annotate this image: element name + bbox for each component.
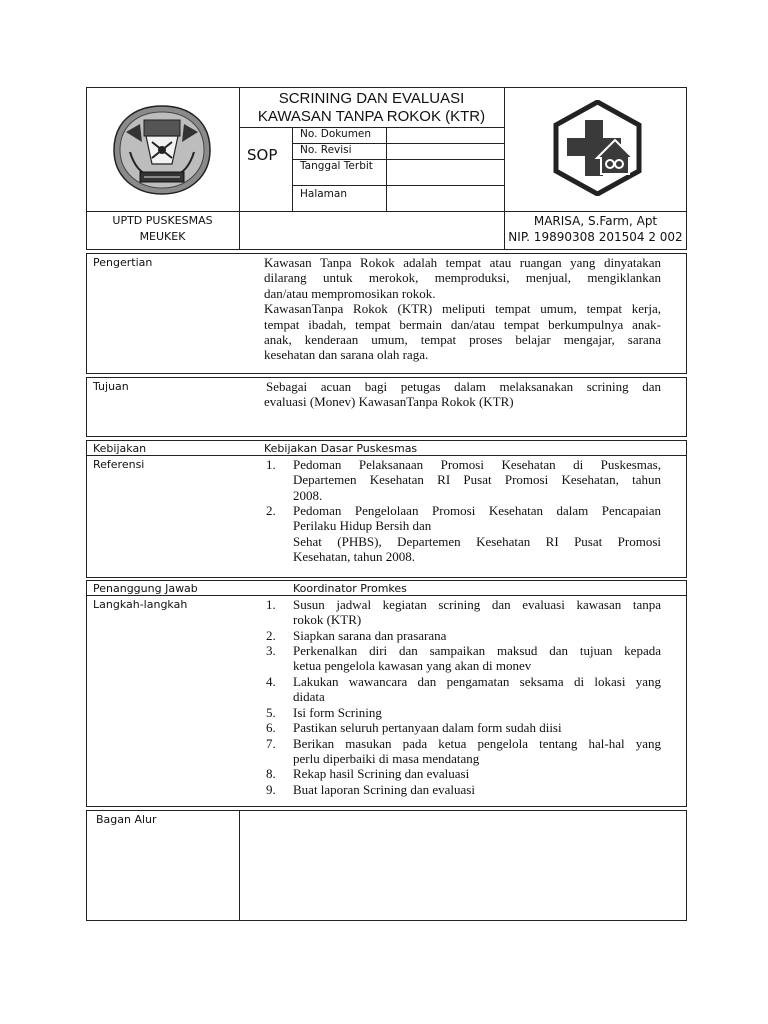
pengertian-line: kesehatan dan sarana olah raga. [264,347,429,363]
pj-divider [86,595,687,596]
meta-left-line [292,127,293,211]
regency-emblem-icon [106,102,218,198]
langkah-line: Isi form Scrining [293,705,382,720]
langkah-line: Rekap hasil Scrining dan evaluasi [293,766,470,781]
puskesmas-logo [553,100,642,196]
referensi-number: 2. [266,503,276,518]
tujuan-line: evaluasi (Monev) KawasanTanpa Rokok (KTR) [264,394,514,410]
pengertian-line: anak, kenderaan umum, tempat proses belajar mengajar, sarana [264,332,661,348]
langkah-line: Susun jadwal kegiatan scrining dan evaluasi kawasan tanpa [293,597,661,612]
referensi-label: Referensi [93,458,145,471]
langkah-number: 5. [266,705,276,720]
langkah-line: didata [293,689,325,705]
signer-nip: NIP. 19890308 201504 2 002 [508,230,683,244]
langkah-line: Perkenalkan diri dan sampaikan maksud dan tujuan kepada [293,643,661,658]
pj-value: Koordinator Promkes [293,582,407,595]
pengertian-line: KawasanTanpa Rokok (KTR) meliputi tempat umum, tempat kerja, [264,301,661,317]
meta-row-line [292,185,504,186]
kebijakan-value: Kebijakan Dasar Puskesmas [264,442,418,455]
langkah-number: 7. [266,736,276,751]
langkah-number: 3. [266,643,276,658]
document-title-line1: SCRINING DAN EVALUASI [278,90,465,107]
meta-tanggal-terbit-label: Tanggal Terbit [300,160,373,172]
regency-emblem-logo [106,102,218,198]
puskesmas-hexagon-cross-icon [553,100,642,196]
pj-label: Penanggung Jawab [93,582,198,595]
langkah-line: rokok (KTR) [293,612,362,628]
bagan-alur-label: Bagan Alur [96,813,157,826]
pengertian-label: Pengertian [93,256,153,269]
langkah-number: 6. [266,720,276,735]
kebijakan-label: Kebijakan [93,442,147,455]
meta-halaman-label: Halaman [300,188,347,200]
langkah-number: 4. [266,674,276,689]
tujuan-label: Tujuan [93,380,129,393]
tujuan-text [266,379,661,410]
pengertian-line: tempat ibadah, tempat bermain dan/atau tempat berkumpulnya anak- [264,316,661,332]
referensi-number: 1. [266,457,276,472]
referensi-line: Departemen Kesehatan RI Pusat Promosi Kesehatan, tahun [293,472,661,488]
sop-label: SOP [247,146,278,164]
langkah-line: Buat laporan Scrining dan evaluasi [293,782,475,797]
kebijakan-divider [86,455,687,456]
org-name-line2: MEUKEK [139,230,186,243]
referensi-line: Sehat (PHBS), Departemen Kesehatan RI Pusat Promosi [293,533,661,549]
langkah-line: Lakukan wawancara dan pengamatan seksama di lokasi yang [293,674,661,689]
bagan-alur-row [86,810,687,921]
langkah-number: 2. [266,628,276,643]
referensi-line: Perilaku Hidup Bersih dan [293,518,432,534]
langkah-number: 8. [266,766,276,781]
tujuan-line: Sebagai acuan bagi petugas dalam melaksanakan scrining dan [266,379,661,394]
document-title-line2: KAWASAN TANPA ROKOK (KTR) [257,108,486,125]
referensi-line: Kesehatan, tahun 2008. [293,549,416,565]
meta-no-dokumen-label: No. Dokumen [300,128,372,140]
signer-name: MARISA, S.Farm, Apt [533,214,658,228]
referensi-line: 2008. [293,487,323,503]
pengertian-line: Kawasan Tanpa Rokok adalah tempat atau ruangan yang dinyatakan [264,255,661,270]
org-name-line1: UPTD PUSKESMAS [112,214,213,227]
langkah-label: Langkah-langkah [93,598,188,611]
langkah-number: 9. [266,782,276,797]
meta-mid-line [386,127,387,211]
header-divider-mid [86,211,687,212]
pengertian-line: dan/atau mempromosikan rokok. [264,285,436,301]
referensi-line: Pedoman Pengelolaan Promosi Kesehatan dalam Pencapaian [293,503,661,518]
langkah-line: Pastikan seluruh pertanyaan dalam form sudah diisi [293,720,562,735]
title-bottom-line [239,127,504,128]
body-label-column-divider [239,810,240,921]
langkah-line: Berikan masukan pada ketua pengelola tentang hal-hal yang [293,736,661,751]
langkah-line: Siapkan sarana dan prasarana [293,628,447,643]
langkah-line: ketua pengelola kawasan yang akan di monev [293,658,532,674]
pengertian-line: dilarang untuk merokok, memproduksi, menjual, mengiklankan [264,270,661,286]
pengertian-text [264,255,661,363]
langkah-number: 1. [266,597,276,612]
langkah-line: perlu diperbaiki di masa mendatang [293,751,480,767]
referensi-line: Pedoman Pelaksanaan Promosi Kesehatan di Puskesmas, [293,457,661,472]
meta-no-revisi-label: No. Revisi [300,144,352,156]
